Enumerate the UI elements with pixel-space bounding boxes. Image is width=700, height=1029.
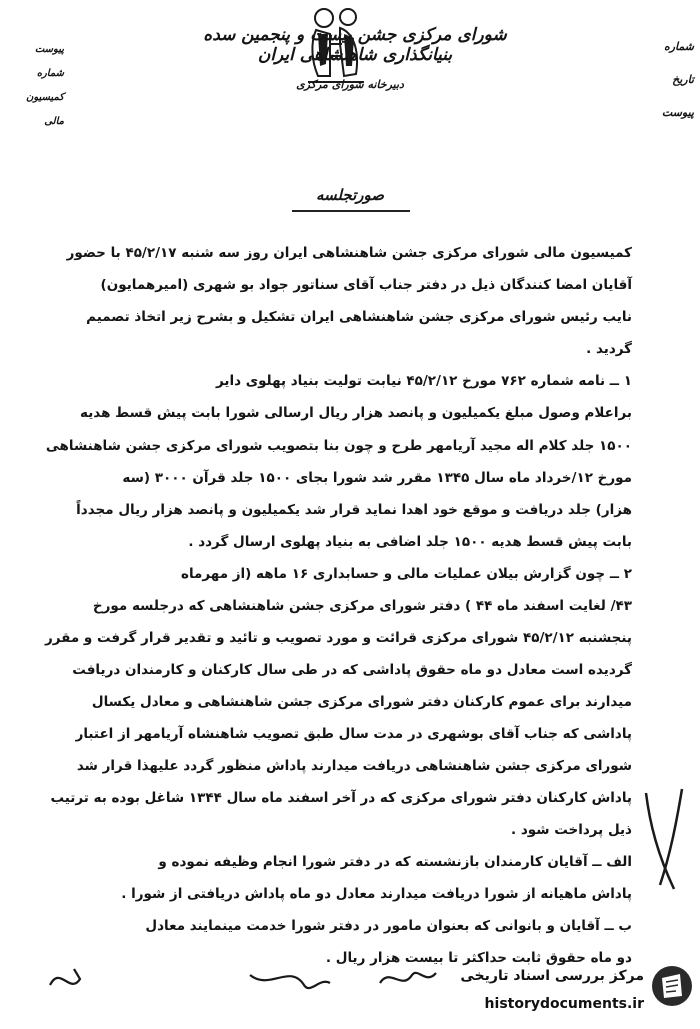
signatures xyxy=(40,955,440,1005)
left-margin-line: مالی xyxy=(44,116,64,127)
number-label: شماره xyxy=(663,40,694,53)
left-margin-line: پیوست شماره xyxy=(34,44,64,79)
left-margin-block xyxy=(12,38,64,134)
archive-watermark xyxy=(412,960,697,1024)
watermark-title: مرکز بررسی اسناد تاریخی xyxy=(460,968,644,984)
body-line: دو ماه حقوق ثابت حداکثر تا بیست هزار ریال . xyxy=(325,950,632,966)
handwritten-mark xyxy=(640,785,690,895)
document-title: صورتجلسه xyxy=(316,186,384,204)
body-line: شورای مرکزی جشن شاهنشاهی دریافت میدارند پاداش منظور گردد علیهذا قرار شد xyxy=(76,758,632,774)
letterhead-title: شورای مرکزی جشن بیست و پنجمین سده بنیانگذاری شاهنشاهی ایران xyxy=(203,25,507,65)
watermark-url: historydocuments.ir xyxy=(484,996,644,1012)
body-line: پنجشنبه ۴۵/۲/۱۲ شورای مرکزی قرائت و مورد تصویب و تائید و تقدیر قرار گرفت و مقرر xyxy=(44,630,632,646)
body-line: ۲ ــ چون گزارش بیلان عملیات مالی و حسابداری ۱۶ ماهه (از مهرماه xyxy=(181,566,632,582)
body-line: الف ــ آقایان کارمندان بازنشسته که در دفتر شورا انجام وظیفه نموده و xyxy=(158,854,632,870)
body-line: ۴۳/ لغایت اسفند ماه ۴۴ ) دفتر شورای مرکزی جشن شاهنشاهی که درجلسه مورخ xyxy=(92,598,632,614)
body-line: گردیده است معادل دو ماه حقوق پاداشی که در طی سال کارکنان و کارمندان دریافت xyxy=(72,662,632,678)
right-margin-block xyxy=(652,30,694,129)
body-line: پاداش کارکنان دفتر شورای مرکزی که در آخر اسفند ماه سال ۱۳۴۴ شاغل بوده به ترتیب xyxy=(50,790,632,806)
body-line: میدارند برای عموم کارکنان دفتر شورای مرکزی جشن شاهنشاهی و معادل یکسال xyxy=(91,694,632,710)
date-label: تاریخ xyxy=(672,73,694,86)
body-line: پاداشی که جناب آقای بوشهری در مدت سال طبق تصویب شاهنشاه آریامهر از اعتبار xyxy=(75,726,632,742)
body-line: مورخ ۱۲/خرداد ماه سال ۱۳۴۵ مقرر شد شورا بجای ۱۵۰۰ جلد قرآن ۳۰۰۰ (سه xyxy=(122,470,632,486)
body-line: کمیسیون مالی شورای مرکزی جشن شاهنشاهی ایران روز سه شنبه ۴۵/۲/۱۷ با حضور xyxy=(66,245,632,261)
left-margin-line: کمیسیون xyxy=(25,92,64,103)
body-line: نایب رئیس شورای مرکزی جشن شاهنشاهی ایران تشکیل و بشرح زیر اتخاذ تصمیم xyxy=(86,309,632,325)
body-line: پاداش ماهیانه از شورا دریافت میدارند معادل دو ماه پاداش دریافتی از شورا . xyxy=(121,886,632,902)
body-line: ب ــ آقایان و بانوانی که بعنوان مامور در دفتر شورا خدمت مینمایند معادل xyxy=(145,918,632,934)
body-line: هزار) جلد دریافت و موقع خود اهدا نماید قرار شد یکمیلیون و پانصد هزار ریال مجدداً xyxy=(76,502,632,518)
title-underline xyxy=(292,210,410,212)
archive-logo-icon xyxy=(650,964,694,1008)
body-line: گردید . xyxy=(586,341,632,357)
body-line: ۱ ــ نامه شماره ۷۶۲ مورخ ۴۵/۲/۱۲ نیابت تولیت بنیاد پهلوی دایر xyxy=(216,373,632,389)
body-line: آقایان امضا کنندگان ذیل در دفتر جناب آقای سناتور جواد بو شهری (امیرهمایون) xyxy=(100,277,632,293)
body-line: ذیل پرداخت شود . xyxy=(511,822,632,838)
body-line: ۱۵۰۰ جلد کلام اله مجید آریامهر طرح و چون بنا بتصویب شورای مرکزی جشن شاهنشاهی xyxy=(45,438,632,454)
body-line: بابت پیش قسط هدیه ۱۵۰۰ جلد اضافی به بنیاد پهلوی ارسال گردد . xyxy=(188,534,632,550)
letterhead-subtitle: دبیرخانه شورای مرکزی xyxy=(296,78,404,91)
attachment-label: پیوست xyxy=(661,106,694,119)
body-line: براعلام وصول مبلغ یکمیلیون و پانصد هزار ریال ارسالی شورا بابت پیش قسط هدیه xyxy=(80,405,632,421)
